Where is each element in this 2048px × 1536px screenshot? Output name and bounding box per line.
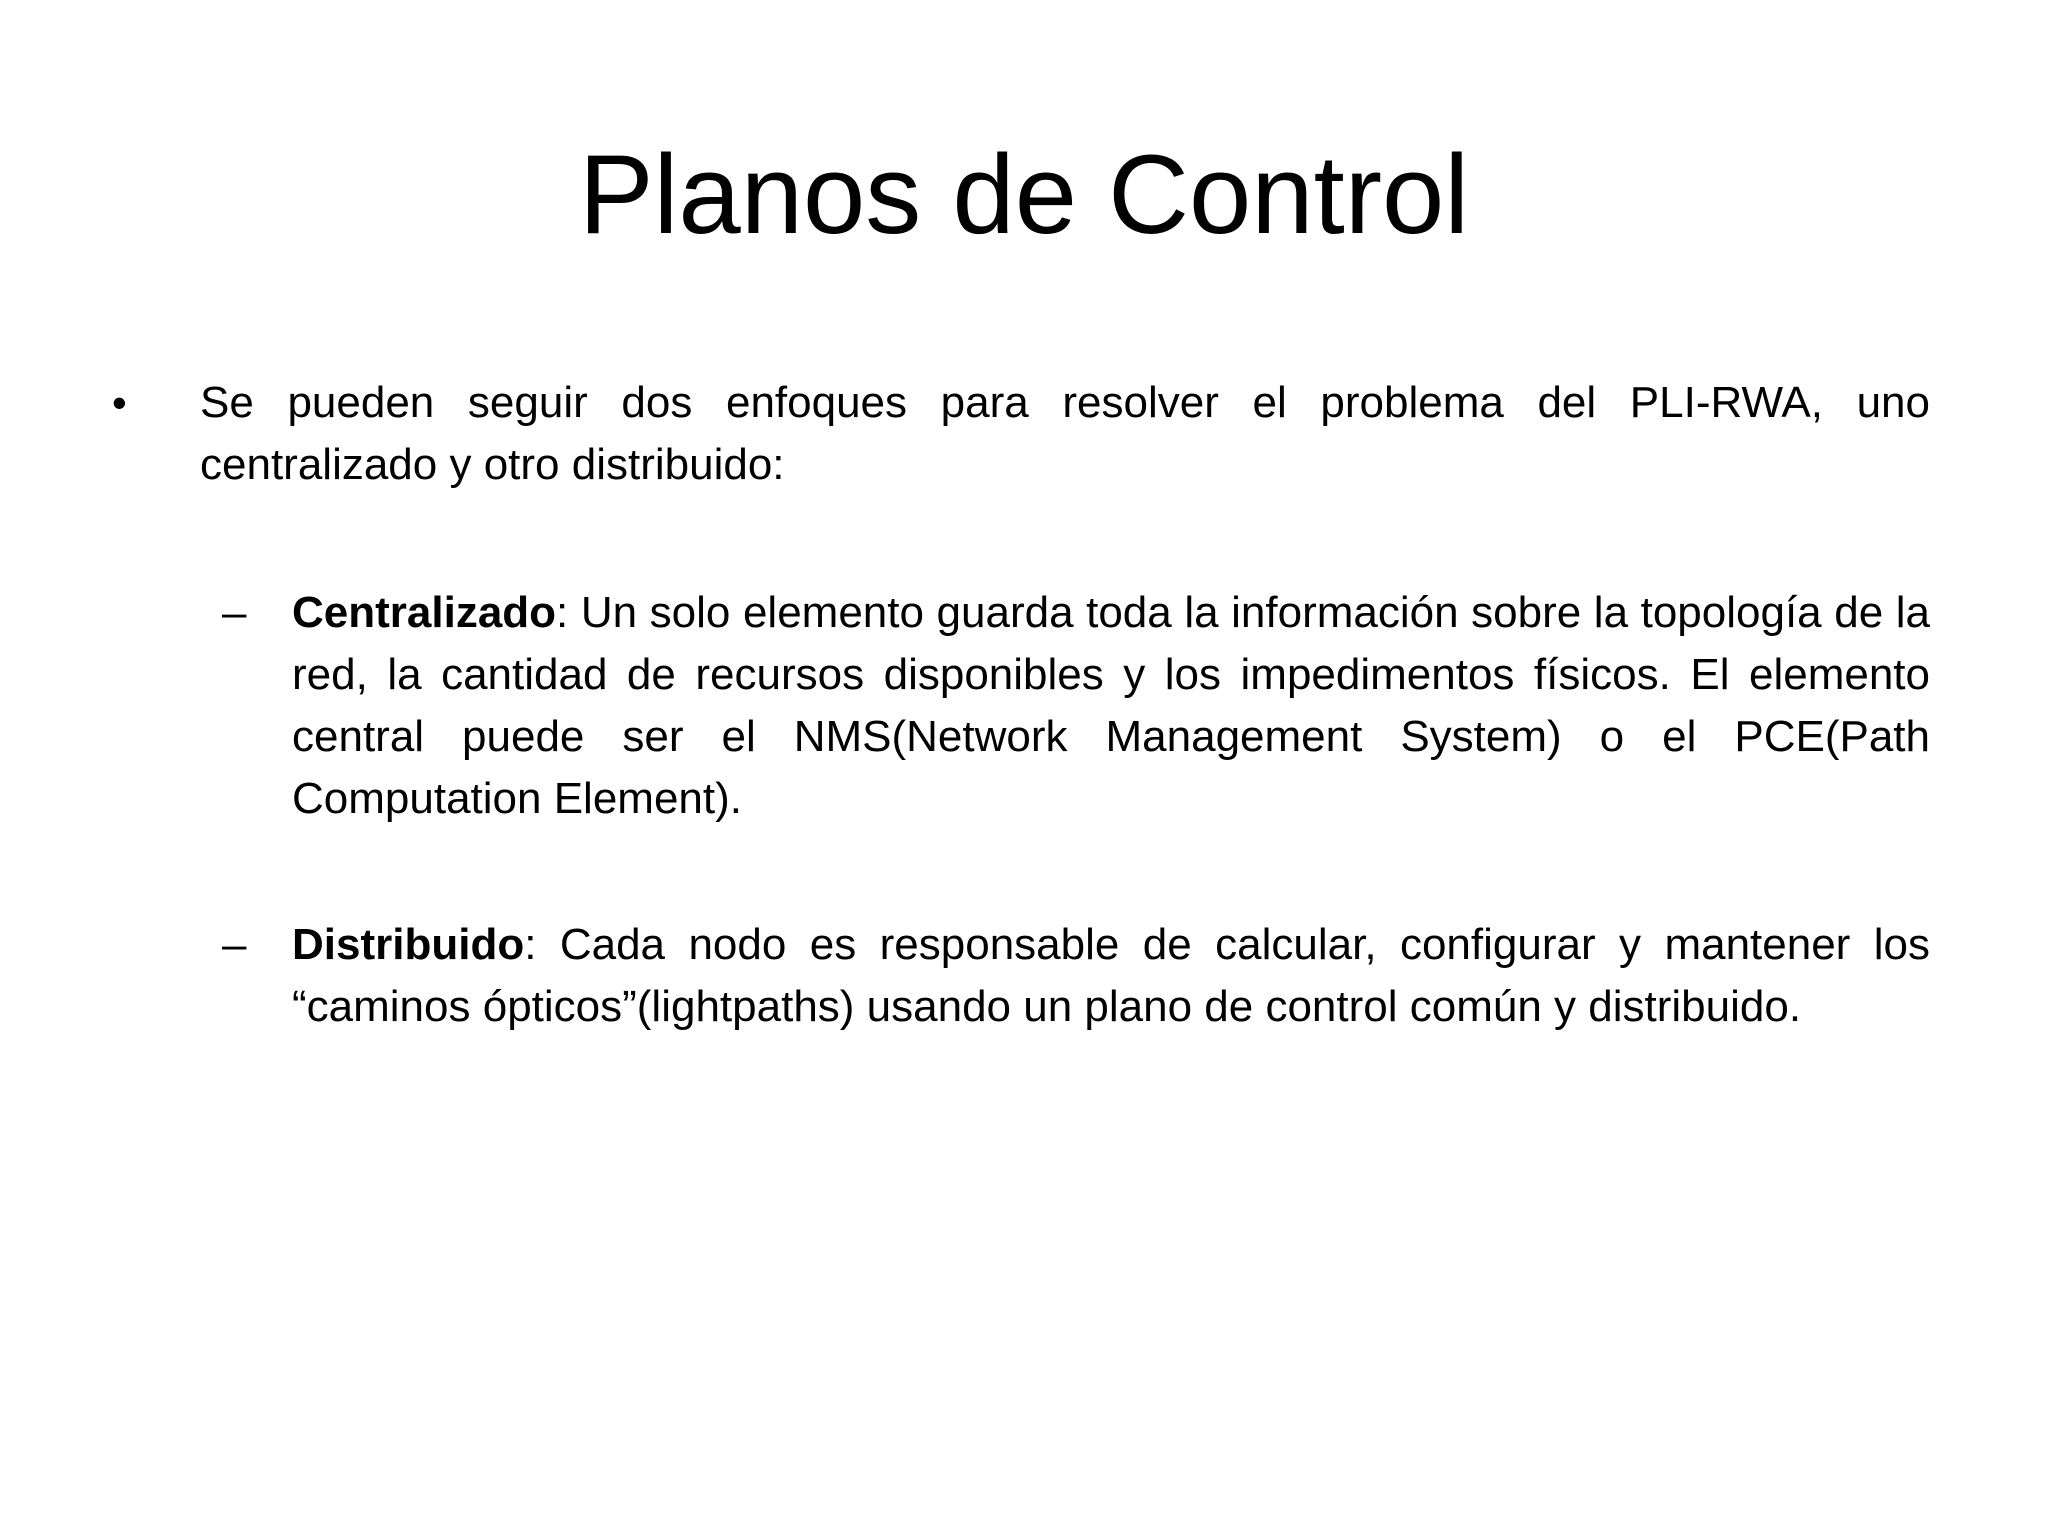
subitem-description: : Cada nodo es responsable de calcular, configurar y mantener los “caminos ópticos”(lightpaths) usando un plano de control común y distribuido. xyxy=(292,920,1930,1031)
subitem-text xyxy=(292,914,1930,1038)
subitem-term: Distribuido xyxy=(292,920,525,969)
bullet-text: Se pueden seguir dos enfoques para resolver el problema del PLI-RWA, uno centralizado y otro distribuido: xyxy=(200,378,1930,489)
subitem-text xyxy=(292,582,1930,830)
subitem-description: : Un solo elemento guarda toda la información sobre la topología de la red, la cantidad de recursos disponibles y los impedimentos físicos. El elemento central puede ser el NMS(Network Management System) o el PCE(Path Computation Element). xyxy=(292,588,1930,823)
subitem-marker: – xyxy=(222,588,247,637)
bullet-marker: • xyxy=(112,379,127,426)
subitem-term: Centralizado xyxy=(292,588,557,637)
subitem-marker: – xyxy=(222,920,247,969)
slide-title: Planos de Control xyxy=(578,132,1470,257)
